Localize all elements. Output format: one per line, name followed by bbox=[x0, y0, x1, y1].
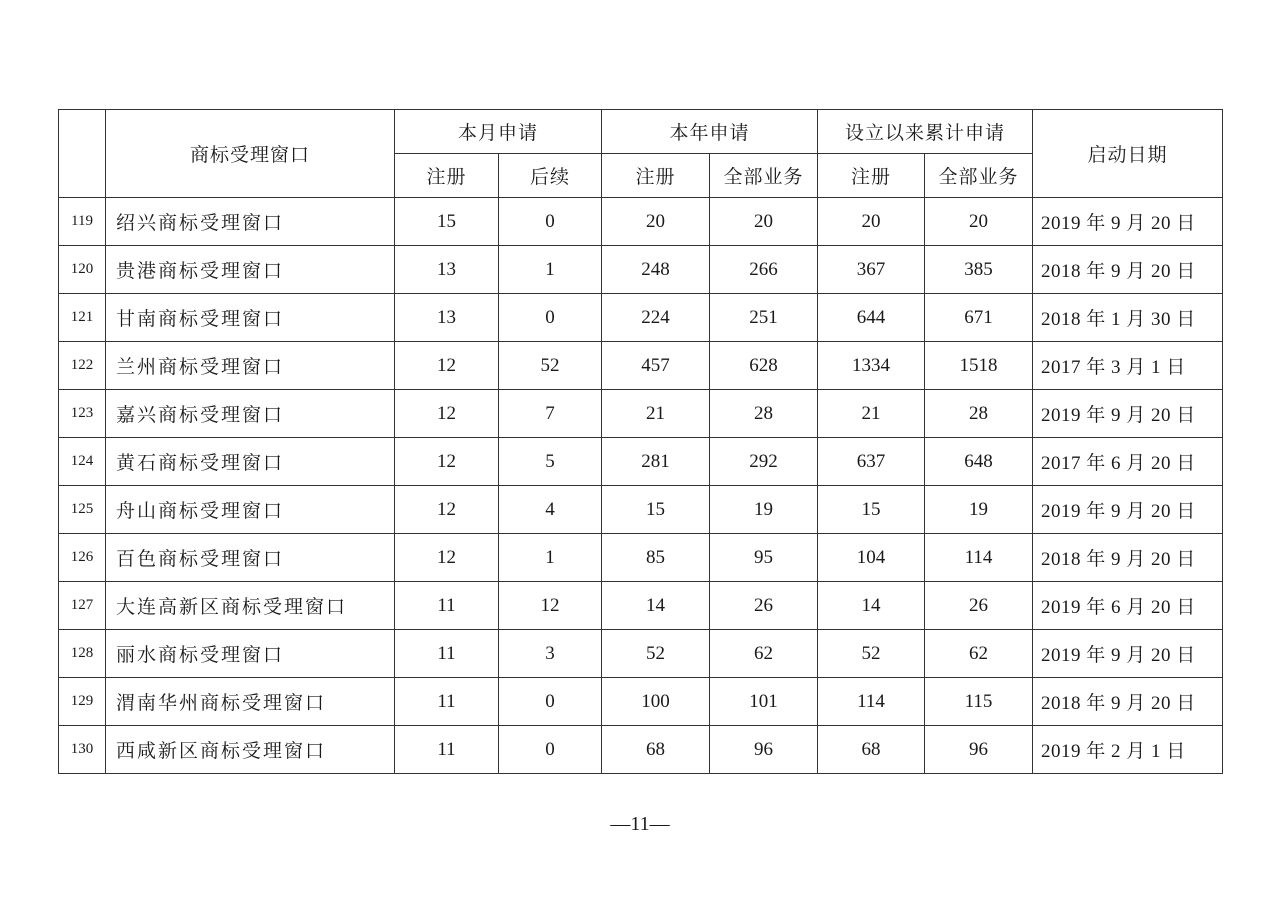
row-start-date: 2019 年 2 月 1 日 bbox=[1033, 726, 1223, 774]
row-window-name: 渭南华州商标受理窗口 bbox=[106, 678, 395, 726]
table-row bbox=[59, 198, 1223, 246]
row-index: 119 bbox=[59, 198, 106, 246]
header-start-date: 启动日期 bbox=[1033, 110, 1223, 198]
row-month-followup: 0 bbox=[499, 726, 602, 774]
row-cum-register: 52 bbox=[818, 630, 925, 678]
row-cum-register: 68 bbox=[818, 726, 925, 774]
row-window-name: 兰州商标受理窗口 bbox=[106, 342, 395, 390]
row-window-name: 黄石商标受理窗口 bbox=[106, 438, 395, 486]
row-month-register: 13 bbox=[395, 294, 499, 342]
row-start-date: 2019 年 9 月 20 日 bbox=[1033, 198, 1223, 246]
header-cumulative: 设立以来累计申请 bbox=[818, 110, 1033, 154]
row-year-all-business: 96 bbox=[710, 726, 818, 774]
row-window-name: 绍兴商标受理窗口 bbox=[106, 198, 395, 246]
trademark-window-table bbox=[58, 109, 1223, 774]
row-cum-register: 20 bbox=[818, 198, 925, 246]
page-number: —11— bbox=[610, 813, 670, 835]
row-year-all-business: 26 bbox=[710, 582, 818, 630]
row-index: 122 bbox=[59, 342, 106, 390]
row-index: 125 bbox=[59, 486, 106, 534]
row-window-name: 嘉兴商标受理窗口 bbox=[106, 390, 395, 438]
table-row bbox=[59, 390, 1223, 438]
header-cum-register: 注册 bbox=[818, 154, 925, 198]
row-month-followup: 52 bbox=[499, 342, 602, 390]
row-year-register: 68 bbox=[602, 726, 710, 774]
row-cum-register: 644 bbox=[818, 294, 925, 342]
row-cum-all-business: 96 bbox=[925, 726, 1033, 774]
row-cum-register: 15 bbox=[818, 486, 925, 534]
row-year-all-business: 266 bbox=[710, 246, 818, 294]
row-year-all-business: 628 bbox=[710, 342, 818, 390]
row-window-name: 贵港商标受理窗口 bbox=[106, 246, 395, 294]
row-start-date: 2018 年 9 月 20 日 bbox=[1033, 534, 1223, 582]
row-index: 129 bbox=[59, 678, 106, 726]
row-window-name: 大连高新区商标受理窗口 bbox=[106, 582, 395, 630]
row-index: 127 bbox=[59, 582, 106, 630]
header-this-month: 本月申请 bbox=[395, 110, 602, 154]
row-index: 123 bbox=[59, 390, 106, 438]
row-year-all-business: 251 bbox=[710, 294, 818, 342]
row-month-register: 11 bbox=[395, 678, 499, 726]
row-cum-all-business: 26 bbox=[925, 582, 1033, 630]
row-month-register: 13 bbox=[395, 246, 499, 294]
row-start-date: 2019 年 6 月 20 日 bbox=[1033, 582, 1223, 630]
row-month-followup: 0 bbox=[499, 294, 602, 342]
table-row bbox=[59, 630, 1223, 678]
header-index bbox=[59, 110, 106, 198]
row-year-register: 52 bbox=[602, 630, 710, 678]
row-month-followup: 4 bbox=[499, 486, 602, 534]
table-header bbox=[59, 110, 1223, 198]
row-cum-all-business: 62 bbox=[925, 630, 1033, 678]
header-window-name: 商标受理窗口 bbox=[106, 110, 395, 198]
header-month-followup: 后续 bbox=[499, 154, 602, 198]
row-month-followup: 1 bbox=[499, 534, 602, 582]
row-start-date: 2017 年 6 月 20 日 bbox=[1033, 438, 1223, 486]
row-month-register: 12 bbox=[395, 438, 499, 486]
header-this-year: 本年申请 bbox=[602, 110, 818, 154]
row-start-date: 2018 年 9 月 20 日 bbox=[1033, 678, 1223, 726]
row-cum-all-business: 1518 bbox=[925, 342, 1033, 390]
row-year-register: 224 bbox=[602, 294, 710, 342]
row-cum-register: 637 bbox=[818, 438, 925, 486]
row-window-name: 甘南商标受理窗口 bbox=[106, 294, 395, 342]
row-start-date: 2019 年 9 月 20 日 bbox=[1033, 390, 1223, 438]
row-start-date: 2019 年 9 月 20 日 bbox=[1033, 486, 1223, 534]
row-cum-register: 367 bbox=[818, 246, 925, 294]
row-year-all-business: 19 bbox=[710, 486, 818, 534]
row-cum-register: 1334 bbox=[818, 342, 925, 390]
row-start-date: 2018 年 9 月 20 日 bbox=[1033, 246, 1223, 294]
row-year-register: 15 bbox=[602, 486, 710, 534]
row-year-register: 248 bbox=[602, 246, 710, 294]
row-cum-all-business: 20 bbox=[925, 198, 1033, 246]
row-month-followup: 0 bbox=[499, 198, 602, 246]
header-year-register: 注册 bbox=[602, 154, 710, 198]
row-month-register: 11 bbox=[395, 582, 499, 630]
row-month-register: 15 bbox=[395, 198, 499, 246]
row-cum-register: 14 bbox=[818, 582, 925, 630]
row-index: 126 bbox=[59, 534, 106, 582]
row-month-followup: 5 bbox=[499, 438, 602, 486]
row-cum-all-business: 115 bbox=[925, 678, 1033, 726]
row-cum-register: 104 bbox=[818, 534, 925, 582]
row-year-all-business: 28 bbox=[710, 390, 818, 438]
row-year-all-business: 292 bbox=[710, 438, 818, 486]
row-index: 121 bbox=[59, 294, 106, 342]
table-row bbox=[59, 486, 1223, 534]
row-month-register: 12 bbox=[395, 534, 499, 582]
row-start-date: 2017 年 3 月 1 日 bbox=[1033, 342, 1223, 390]
row-cum-all-business: 19 bbox=[925, 486, 1033, 534]
row-cum-all-business: 28 bbox=[925, 390, 1033, 438]
row-cum-all-business: 671 bbox=[925, 294, 1033, 342]
header-row-top bbox=[59, 110, 1223, 154]
row-window-name: 舟山商标受理窗口 bbox=[106, 486, 395, 534]
row-month-followup: 7 bbox=[499, 390, 602, 438]
row-year-register: 85 bbox=[602, 534, 710, 582]
row-year-all-business: 95 bbox=[710, 534, 818, 582]
row-start-date: 2019 年 9 月 20 日 bbox=[1033, 630, 1223, 678]
row-window-name: 西咸新区商标受理窗口 bbox=[106, 726, 395, 774]
table-row bbox=[59, 342, 1223, 390]
table-row bbox=[59, 294, 1223, 342]
table-row bbox=[59, 582, 1223, 630]
row-window-name: 百色商标受理窗口 bbox=[106, 534, 395, 582]
row-cum-all-business: 385 bbox=[925, 246, 1033, 294]
row-index: 124 bbox=[59, 438, 106, 486]
table-row bbox=[59, 534, 1223, 582]
row-month-register: 11 bbox=[395, 726, 499, 774]
table-row bbox=[59, 438, 1223, 486]
row-index: 128 bbox=[59, 630, 106, 678]
row-year-all-business: 101 bbox=[710, 678, 818, 726]
row-year-all-business: 20 bbox=[710, 198, 818, 246]
row-month-register: 11 bbox=[395, 630, 499, 678]
table-row bbox=[59, 726, 1223, 774]
header-cum-all-business: 全部业务 bbox=[925, 154, 1033, 198]
row-month-register: 12 bbox=[395, 390, 499, 438]
row-year-register: 100 bbox=[602, 678, 710, 726]
row-index: 120 bbox=[59, 246, 106, 294]
row-month-followup: 1 bbox=[499, 246, 602, 294]
row-year-register: 21 bbox=[602, 390, 710, 438]
row-year-register: 457 bbox=[602, 342, 710, 390]
header-month-register: 注册 bbox=[395, 154, 499, 198]
row-month-register: 12 bbox=[395, 486, 499, 534]
row-cum-all-business: 648 bbox=[925, 438, 1033, 486]
row-window-name: 丽水商标受理窗口 bbox=[106, 630, 395, 678]
row-month-followup: 3 bbox=[499, 630, 602, 678]
row-cum-register: 114 bbox=[818, 678, 925, 726]
row-month-followup: 12 bbox=[499, 582, 602, 630]
row-month-followup: 0 bbox=[499, 678, 602, 726]
row-year-register: 281 bbox=[602, 438, 710, 486]
header-year-all-business: 全部业务 bbox=[710, 154, 818, 198]
row-year-register: 20 bbox=[602, 198, 710, 246]
row-cum-all-business: 114 bbox=[925, 534, 1033, 582]
table-row bbox=[59, 678, 1223, 726]
row-start-date: 2018 年 1 月 30 日 bbox=[1033, 294, 1223, 342]
table-row bbox=[59, 246, 1223, 294]
row-year-all-business: 62 bbox=[710, 630, 818, 678]
row-index: 130 bbox=[59, 726, 106, 774]
row-year-register: 14 bbox=[602, 582, 710, 630]
row-cum-register: 21 bbox=[818, 390, 925, 438]
table-body bbox=[59, 198, 1223, 774]
row-month-register: 12 bbox=[395, 342, 499, 390]
